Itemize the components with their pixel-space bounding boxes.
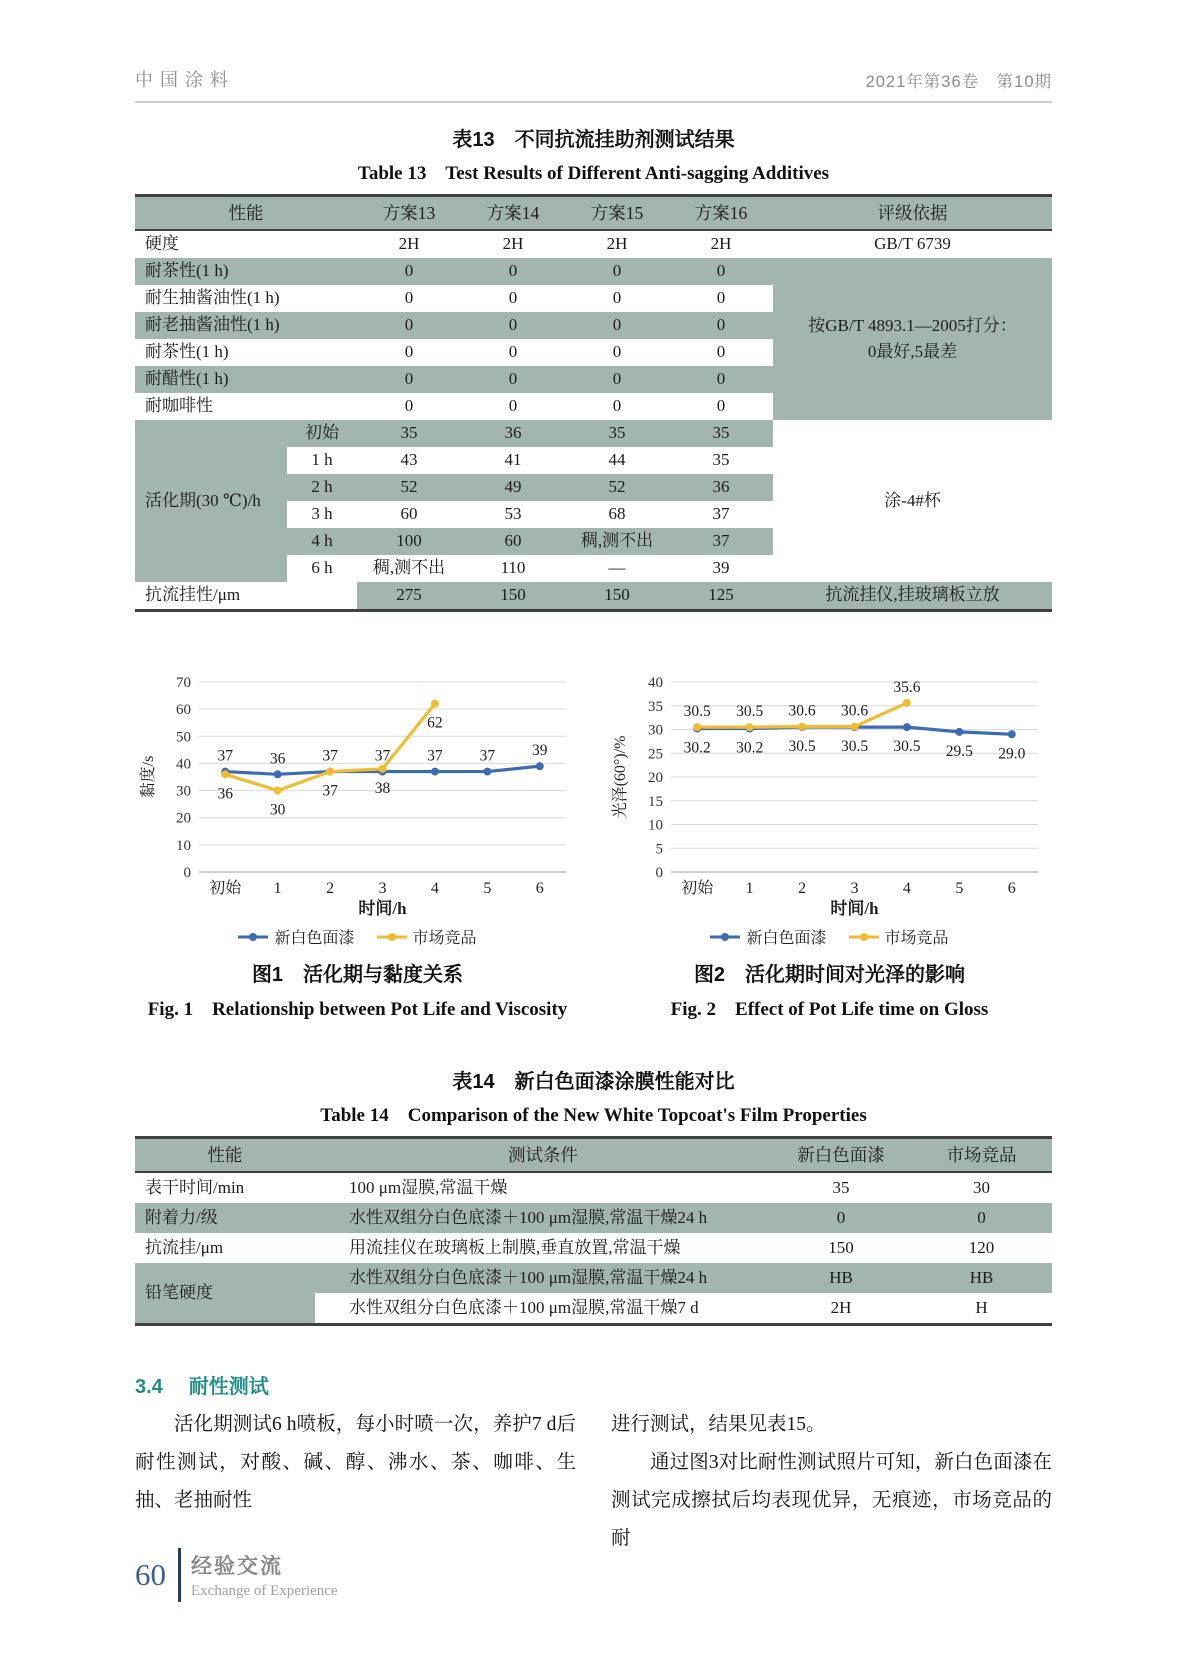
data-point <box>326 768 334 776</box>
data-label: 36 <box>269 750 286 768</box>
x-tick-label: 2 <box>326 880 335 897</box>
paragraph-right-2: 通过图3对比耐性测试照片可知，新白色面漆在测试完成擦拭后均表现优异，无痕迹，市场竞品的耐 <box>611 1452 1052 1549</box>
text-column-left <box>135 1368 576 1558</box>
table-13-header: 方案14 <box>461 197 565 231</box>
table-13-header: 方案15 <box>565 197 669 231</box>
table-14-value: HB <box>771 1263 911 1293</box>
table-13-value: 52 <box>357 474 461 501</box>
legend-marker-icon <box>377 931 407 943</box>
legend-item <box>849 925 949 948</box>
table-13-row-label: 活化期(30 ℃)/h <box>135 420 287 582</box>
data-label: 29.0 <box>998 745 1026 763</box>
table-14 <box>135 1136 1052 1326</box>
figure-2-legend <box>607 925 1052 948</box>
table-14-value: 30 <box>973 1177 990 1197</box>
y-tick-label: 35 <box>648 698 663 715</box>
table-13-row-label: 耐茶性(1 h) <box>135 258 357 285</box>
paragraph-right-1: 进行测试，结果见表15。 <box>611 1414 826 1435</box>
data-label: 37 <box>217 747 233 765</box>
table-13-value: 0 <box>716 342 726 362</box>
table-13-header: 评级依据 <box>773 197 1052 231</box>
figure-1-caption-zh: 图1 活化期与黏度关系 <box>251 964 464 986</box>
footer-divider <box>178 1548 181 1602</box>
table-13-value: 49 <box>461 474 565 501</box>
table-13-value: 0 <box>404 396 414 416</box>
figure-2-caption <box>607 958 1052 1021</box>
table-13 <box>135 194 1052 612</box>
table-13-value: 0 <box>612 342 622 362</box>
paragraph-left: 活化期测试6 h喷板，每小时喷一次，养护7 d后耐性测试，对酸、碱、醇、沸水、茶、咖啡、生抽、老抽耐性 <box>135 1414 576 1511</box>
table-14-row-label: 抗流挂/μm <box>145 1237 224 1257</box>
table-13-basis: 涂-4#杯 <box>884 490 941 510</box>
table-14-row-label: 铅笔硬度 <box>135 1263 315 1323</box>
x-axis-title: 时间/h <box>358 899 407 918</box>
table-13-header: 方案13 <box>357 197 461 231</box>
figure-2-caption-zh: 图2 活化期时间对光泽的影响 <box>693 964 966 986</box>
x-tick-label: 5 <box>483 880 492 897</box>
figure-1-caption-en: Fig. 1 Relationship between Pot Life and Viscosity <box>147 999 568 1020</box>
table-13-value: 44 <box>608 450 626 470</box>
section-heading <box>135 1368 576 1406</box>
data-point <box>955 728 963 736</box>
table-13-value: 110 <box>500 558 526 578</box>
x-axis-title: 时间/h <box>830 899 879 918</box>
table-13-header: 方案16 <box>669 197 773 231</box>
table-13-caption <box>135 123 1052 185</box>
data-label: 30.6 <box>840 702 869 720</box>
data-label: 37 <box>322 782 338 800</box>
data-label: 29.5 <box>945 742 973 760</box>
chart-2-svg <box>607 668 1052 918</box>
table-13-value: 275 <box>357 582 461 609</box>
y-tick-label: 70 <box>176 675 191 691</box>
data-label: 36 <box>217 785 233 803</box>
table-13-value: 稠,测不出 <box>565 528 669 555</box>
table-13-value: 37 <box>712 504 730 524</box>
data-point <box>746 723 754 731</box>
table-13-value: 37 <box>669 528 773 555</box>
legend-marker-icon <box>710 931 740 943</box>
table-14-row-label: 表干时间/min <box>145 1177 245 1197</box>
legend-marker-icon <box>849 931 879 943</box>
table-13-value: 43 <box>400 450 418 470</box>
data-label: 30.2 <box>683 739 711 757</box>
table-13-row-label: 耐茶性(1 h) <box>145 342 229 362</box>
figure-1-legend <box>135 925 580 948</box>
table-14-condition: 水性双组分白色底漆＋100 μm湿膜,常温干燥24 h <box>315 1263 771 1293</box>
table-13-basis: 抗流挂仪,挂玻璃板立放 <box>773 582 1052 609</box>
table-13-value: 150 <box>461 582 565 609</box>
data-point <box>483 768 491 776</box>
table-13-value: 0 <box>508 342 518 362</box>
table-14-header: 测试条件 <box>315 1139 771 1173</box>
legend-item <box>238 925 354 948</box>
figure-1-plot <box>135 668 580 923</box>
table-14-header: 性能 <box>135 1139 315 1173</box>
table-13-value: 0 <box>404 342 414 362</box>
table-13-basis-line: 0最好,5最差 <box>867 342 958 361</box>
data-label: 37 <box>322 747 338 765</box>
table-13-value: 0 <box>508 288 518 308</box>
data-label: 62 <box>427 714 443 732</box>
table-13-value: 35 <box>669 420 773 447</box>
data-label: 30.5 <box>683 703 711 721</box>
y-tick-label: 40 <box>648 675 663 691</box>
table-13-value: 2H <box>606 234 628 254</box>
x-tick-label: 1 <box>745 880 754 897</box>
legend-label: 市场竞品 <box>412 930 477 947</box>
table-13-value: 60 <box>400 504 418 524</box>
table-13-caption-en: Table 13 Test Results of Different Anti-sagging Additives <box>357 163 830 184</box>
table-13-value: 0 <box>669 312 773 339</box>
table-13-value: 68 <box>608 504 626 524</box>
table-13-value: 0 <box>357 258 461 285</box>
table-14-caption <box>135 1065 1052 1127</box>
table-13-value: 2H <box>398 234 420 254</box>
table-13-value: 41 <box>504 450 522 470</box>
data-label: 30.5 <box>736 703 764 721</box>
table-14-condition: 100 μm湿膜,常温干燥 <box>349 1177 508 1197</box>
table-13-value: 100 <box>357 528 461 555</box>
figure-1 <box>135 668 580 1021</box>
table-13-time-label: 4 h <box>287 528 357 555</box>
table-13-value: 0 <box>612 396 622 416</box>
table-13-value: 0 <box>565 366 669 393</box>
table-13-value: 52 <box>565 474 669 501</box>
data-label: 30 <box>269 801 286 819</box>
table-13-row-label: 抗流挂性/μm <box>145 585 241 605</box>
table-13-time-label: 6 h <box>311 558 333 578</box>
y-tick-label: 25 <box>648 746 663 763</box>
legend-label: 新白色面漆 <box>274 930 355 947</box>
data-point <box>274 770 282 778</box>
y-tick-label: 0 <box>655 865 663 881</box>
x-tick-label: 3 <box>378 880 387 897</box>
x-tick-label: 初始 <box>681 880 714 897</box>
table-13-value: 0 <box>716 396 726 416</box>
figures-row <box>135 668 1052 1021</box>
y-tick-label: 50 <box>176 729 191 746</box>
data-point <box>903 723 911 731</box>
y-tick-label: 10 <box>176 837 191 854</box>
table-14-caption-zh: 表14 新白色面漆涂膜性能对比 <box>452 1071 735 1093</box>
table-14-value: 2H <box>830 1297 852 1317</box>
table-13-row-label: 耐咖啡性 <box>145 396 213 416</box>
table-13-value: 0 <box>357 366 461 393</box>
data-point <box>693 723 701 731</box>
table-14-value: 120 <box>968 1237 995 1257</box>
chart-1-svg <box>135 668 580 918</box>
table-13-value: 稠,测不出 <box>372 558 446 578</box>
data-point <box>274 787 282 795</box>
table-13-row-label: 硬度 <box>145 234 179 254</box>
x-tick-label: 4 <box>430 880 439 897</box>
table-13-value: 35 <box>712 450 730 470</box>
table-14-header: 新白色面漆 <box>771 1139 911 1173</box>
table-13-value: 36 <box>669 474 773 501</box>
journal-name: 中国涂料 <box>135 70 235 90</box>
y-tick-label: 20 <box>176 810 191 827</box>
data-point <box>1008 730 1016 738</box>
table-13-value: 2H <box>710 234 732 254</box>
table-13-basis-line: 按GB/T 4893.1—2005打分： <box>808 315 1017 335</box>
body-text <box>135 1368 1052 1558</box>
table-13-time-label: 1 h <box>311 450 333 470</box>
table-13-value: 60 <box>461 528 565 555</box>
legend-marker-icon <box>238 931 268 943</box>
figure-2-caption-en: Fig. 2 Effect of Pot Life time on Gloss <box>670 999 989 1020</box>
table-13-basis <box>773 258 1052 420</box>
section-title: 耐性测试 <box>188 1376 269 1398</box>
table-13-value: 39 <box>712 558 730 578</box>
legend-item <box>377 925 477 948</box>
table-14-value: 0 <box>911 1203 1052 1233</box>
footer-column-en: Exchange of Experience <box>191 1583 338 1599</box>
data-label: 30.2 <box>736 739 764 757</box>
table-13-value: 2H <box>502 234 524 254</box>
y-tick-label: 20 <box>648 770 663 786</box>
data-label: 30.6 <box>788 702 816 720</box>
table-13-value: 0 <box>461 258 565 285</box>
table-13-time-label: 3 h <box>311 504 333 524</box>
table-14-value: HB <box>911 1263 1052 1293</box>
x-tick-label: 6 <box>1007 880 1016 897</box>
y-tick-label: 15 <box>648 793 663 810</box>
data-point <box>851 723 859 731</box>
data-point <box>379 765 387 773</box>
table-14-value: 150 <box>828 1237 854 1257</box>
table-13-row-label: 耐醋性(1 h) <box>135 366 357 393</box>
table-13-value: 36 <box>461 420 565 447</box>
x-tick-label: 6 <box>535 880 544 897</box>
data-point <box>536 762 544 770</box>
data-label: 37 <box>479 747 496 765</box>
table-13-value: 35 <box>357 420 461 447</box>
table-14-value: 0 <box>771 1203 911 1233</box>
legend-label: 新白色面漆 <box>746 930 827 947</box>
data-point <box>798 723 806 731</box>
data-label: 30.5 <box>840 738 869 756</box>
page-number: 60 <box>135 1557 166 1592</box>
data-label: 38 <box>374 779 391 797</box>
table-13-caption-zh: 表13 不同抗流挂助剂测试结果 <box>452 129 735 151</box>
data-label: 30.5 <box>893 738 921 756</box>
y-tick-label: 40 <box>176 756 191 773</box>
x-tick-label: 3 <box>850 880 859 897</box>
data-label: 37 <box>374 747 391 765</box>
footer-column-zh: 经验交流 <box>191 1555 283 1578</box>
table-13-time-label: 初始 <box>287 420 357 447</box>
x-tick-label: 5 <box>955 880 964 897</box>
section-number: 3.4 <box>135 1376 163 1398</box>
table-13-value: 0 <box>357 312 461 339</box>
table-13-value: 0 <box>565 258 669 285</box>
figure-1-caption <box>135 958 580 1021</box>
data-point <box>431 768 439 776</box>
table-13-value: 0 <box>716 288 726 308</box>
y-tick-label: 0 <box>183 865 191 881</box>
table-14-condition: 水性双组分白色底漆＋100 μm湿膜,常温干燥24 h <box>315 1203 771 1233</box>
table-13-row-label: 耐老抽酱油性(1 h) <box>135 312 357 339</box>
data-label: 39 <box>532 742 548 760</box>
table-13-value: 125 <box>669 582 773 609</box>
table-13-value: 0 <box>669 366 773 393</box>
table-13-value: 0 <box>461 366 565 393</box>
y-axis-title: 光泽(60°)/% <box>612 735 629 819</box>
table-14-condition: 用流挂仪在玻璃板上制膜,垂直放置,常温干燥 <box>349 1237 681 1257</box>
table-13-header: 性能 <box>135 197 357 231</box>
x-tick-label: 1 <box>273 880 282 897</box>
table-13-value: 0 <box>404 288 414 308</box>
table-14-caption-en: Table 14 Comparison of the New White Topcoat's Film Properties <box>320 1105 867 1126</box>
x-tick-label: 2 <box>798 880 807 897</box>
table-14-row-label: 附着力/级 <box>135 1203 315 1233</box>
data-point <box>431 700 439 708</box>
data-point <box>903 699 911 707</box>
legend-item <box>710 925 826 948</box>
table-14-value: 35 <box>832 1177 850 1197</box>
legend-label: 市场竞品 <box>884 930 949 947</box>
data-label: 30.5 <box>788 738 816 756</box>
y-tick-label: 30 <box>176 783 191 800</box>
figure-2-plot <box>607 668 1052 923</box>
table-13-value: 0 <box>461 312 565 339</box>
data-label: 35.6 <box>893 678 921 696</box>
data-label: 37 <box>427 747 443 765</box>
table-13-value: 0 <box>508 396 518 416</box>
issue-info: 2021年第36卷 第10期 <box>865 73 1052 91</box>
table-13-value: 0 <box>612 288 622 308</box>
table-13-row-label: 耐生抽酱油性(1 h) <box>145 288 280 308</box>
x-tick-label: 4 <box>902 880 911 897</box>
table-13-value: 0 <box>669 258 773 285</box>
table-14-condition: 水性双组分白色底漆＋100 μm湿膜,常温干燥7 d <box>349 1297 699 1317</box>
page-footer <box>135 1548 338 1602</box>
y-tick-label: 10 <box>648 817 663 834</box>
table-14-header: 市场竞品 <box>911 1139 1052 1173</box>
table-14-value: H <box>975 1297 988 1317</box>
y-tick-label: 30 <box>648 722 663 739</box>
x-tick-label: 初始 <box>209 880 242 897</box>
figure-2 <box>607 668 1052 1021</box>
table-13-time-label: 2 h <box>287 474 357 501</box>
y-axis-title: 黏度/s <box>140 755 157 799</box>
page-header <box>135 66 1052 103</box>
data-point <box>221 770 229 778</box>
text-column-right <box>611 1368 1052 1558</box>
table-13-value: 53 <box>504 504 522 524</box>
table-13-value: 35 <box>565 420 669 447</box>
table-13-basis: GB/T 6739 <box>874 234 951 254</box>
table-13-value: 0 <box>565 312 669 339</box>
y-tick-label: 5 <box>655 841 663 858</box>
y-tick-label: 60 <box>176 702 191 719</box>
table-13-value: 150 <box>565 582 669 609</box>
table-13-value: — <box>608 558 626 578</box>
